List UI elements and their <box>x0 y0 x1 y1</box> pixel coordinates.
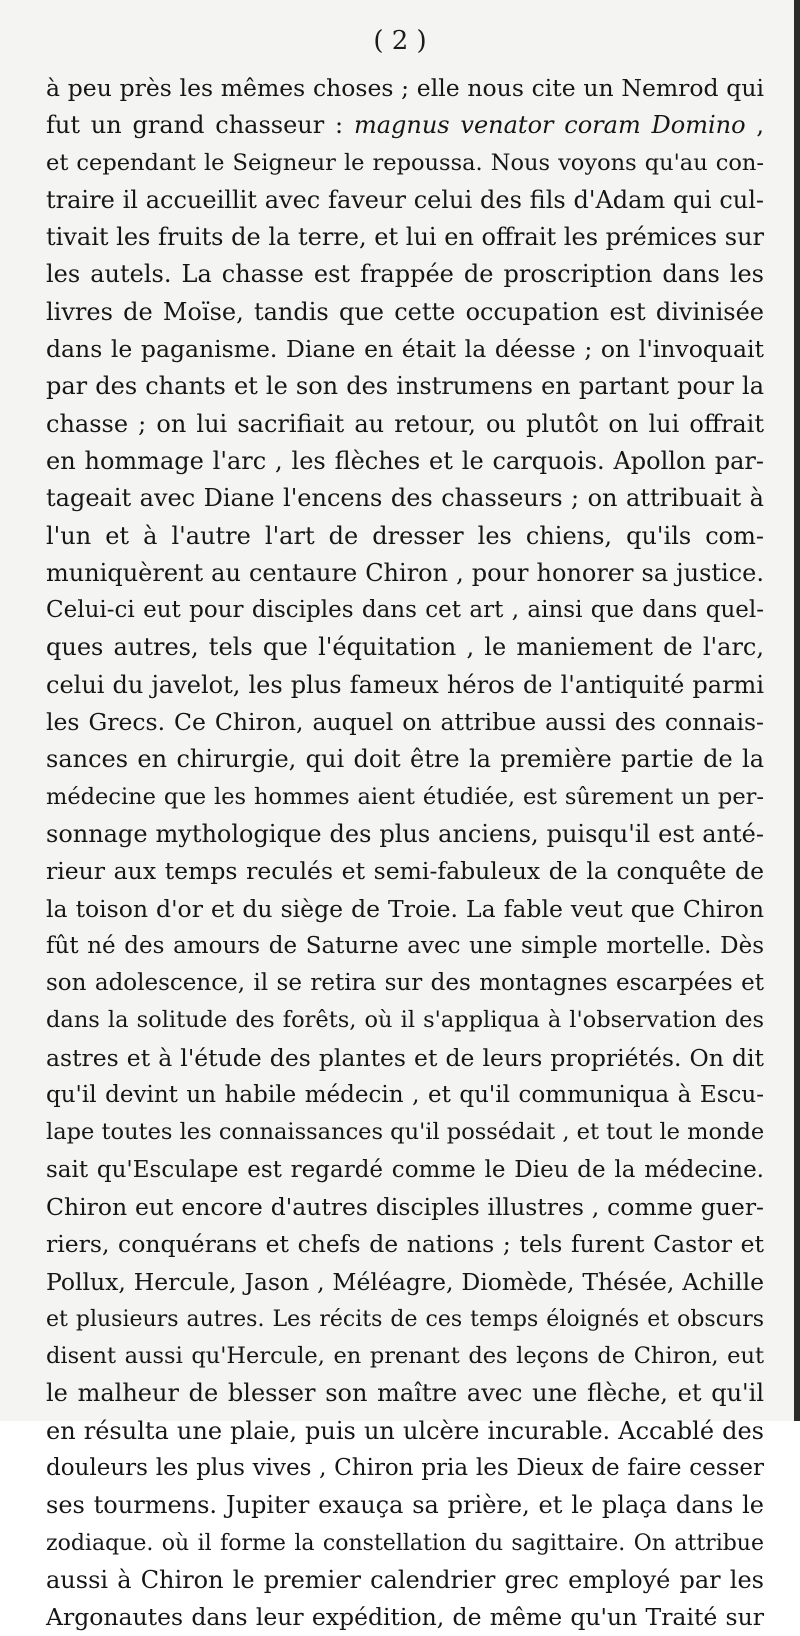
text-line <box>46 182 764 219</box>
text-line <box>46 1301 764 1338</box>
text-segment: qu'il devint un habile médecin , et qu'il communiqua à Escu- <box>46 1082 764 1109</box>
text-segment: , <box>745 111 764 140</box>
text-line <box>46 1189 764 1226</box>
text-segment: dans la solitude des forêts, où il s'appliqua à l'observation des <box>46 1007 764 1034</box>
text-segment: Chiron eut encore d'autres disciples illustres , comme guer- <box>46 1192 764 1221</box>
text-line <box>46 219 764 256</box>
text-segment: riers, conquérans et chefs de nations ; tels furent Castor et <box>46 1230 764 1259</box>
text-segment: sonnage mythologique des plus anciens, puisqu'il est anté- <box>46 819 764 848</box>
text-segment: la toison d'or et du siège de Troie. La fable veut que Chiron <box>46 894 764 923</box>
page-edge-shadow <box>794 0 800 1421</box>
text-line <box>46 592 764 629</box>
text-segment: son adolescence, il se retira sur des montagnes escarpées et <box>46 970 764 997</box>
text-segment: par des chants et le son des instrumens en partant pour la <box>46 372 764 401</box>
text-line <box>46 555 764 592</box>
text-segment: en résulta une plaie, puis un ulcère incurable. Accablé des <box>46 1416 764 1445</box>
text-segment: aussi à Chiron le premier calendrier grec employé par les <box>46 1565 764 1594</box>
text-segment: traire il accueillit avec faveur celui des fils d'Adam qui cul- <box>46 185 764 214</box>
text-line <box>46 928 764 965</box>
text-line <box>46 1413 764 1450</box>
text-segment: disent aussi qu'Hercule, en prenant des leçons de Chiron, eut <box>46 1343 764 1370</box>
text-line <box>46 331 764 368</box>
text-segment: sances en chirurgie, qui doit être la première partie de la <box>46 745 764 774</box>
text-line <box>46 1450 764 1487</box>
text-line <box>46 480 764 517</box>
text-line <box>46 1375 764 1412</box>
text-line <box>46 368 764 405</box>
italic-text: magnus venator coram Domino <box>353 111 746 140</box>
text-segment: et cependant le Seigneur le repoussa. Nous voyons qu'au con- <box>46 149 764 176</box>
text-segment: rieur aux temps reculés et semi-fabuleux de la conquête de <box>46 857 764 886</box>
text-line <box>46 1114 764 1151</box>
text-segment: douleurs les plus vives , Chiron pria les Dieux de faire cesser <box>46 1454 764 1481</box>
text-segment: les autels. La chasse est frappée de proscription dans les <box>46 260 764 289</box>
text-segment: fût né des amours de Saturne avec une simple mortelle. Dès <box>46 932 764 959</box>
text-line <box>46 741 764 778</box>
text-segment: les Grecs. Ce Chiron, auquel on attribue aussi des connais- <box>46 708 764 737</box>
text-line <box>46 1226 764 1263</box>
text-line <box>46 145 764 182</box>
text-line <box>46 107 764 144</box>
text-segment: zodiaque. où il forme la constellation du sagittaire. On attribue <box>46 1530 764 1556</box>
page-number: ( 2 ) <box>373 26 427 56</box>
text-line <box>46 1338 764 1375</box>
text-segment: l'un et à l'autre l'art de dresser les chiens, qu'ils com- <box>46 521 764 550</box>
text-segment: sait qu'Esculape est regardé comme le Dieu de la médecine. <box>46 1156 764 1183</box>
text-line <box>46 1152 764 1189</box>
text-segment: celui du javelot, les plus fameux héros de l'antiquité parmi <box>46 670 764 699</box>
text-segment: le malheur de blesser son maître avec une flèche, et qu'il <box>46 1379 764 1408</box>
text-segment: astres et à l'étude des plantes et de leurs propriétés. On dit <box>46 1043 764 1072</box>
text-line <box>46 1562 764 1599</box>
text-line <box>46 853 764 890</box>
text-line <box>46 70 764 107</box>
text-line <box>46 1002 764 1039</box>
text-segment: à peu près les mêmes choses ; elle nous cite un Nemrod qui <box>46 74 764 102</box>
text-line <box>46 667 764 704</box>
text-line <box>46 704 764 741</box>
text-segment: livres de Moïse, tandis que cette occupation est divinisée <box>46 297 764 326</box>
text-line <box>46 1040 764 1077</box>
text-segment: muniquèrent au centaure Chiron , pour honorer sa justice. <box>46 558 764 587</box>
text-line <box>46 816 764 853</box>
text-segment: Celui-ci eut pour disciples dans cet art , ainsi que dans quel- <box>46 597 764 624</box>
text-line <box>46 965 764 1002</box>
text-line <box>46 1264 764 1301</box>
text-segment: Argonautes dans leur expédition, de même qu'un Traité sur <box>46 1603 764 1632</box>
text-segment: médecine que les hommes aient étudiée, est sûrement un per- <box>46 783 764 810</box>
text-line <box>46 294 764 331</box>
text-line <box>46 518 764 555</box>
text-line <box>46 891 764 928</box>
text-line <box>46 406 764 443</box>
text-segment: tivait les fruits de la terre, et lui en offrait les prémices sur <box>46 223 764 252</box>
text-segment: et plusieurs autres. Les récits de ces temps éloignés et obscurs <box>46 1306 764 1332</box>
body-text <box>46 70 764 1636</box>
text-line <box>46 1599 764 1636</box>
text-segment: ques autres, tels que l'équitation , le maniement de l'arc, <box>46 633 764 662</box>
text-line <box>46 629 764 666</box>
text-line <box>46 256 764 293</box>
text-segment: ses tourmens. Jupiter exauça sa prière, et le plaça dans le <box>46 1491 764 1520</box>
text-segment: dans le paganisme. Diane en était la déesse ; on l'invoquait <box>46 335 764 364</box>
text-line <box>46 443 764 480</box>
text-segment: chasse ; on lui sacrifiait au retour, ou plutôt on lui offrait <box>46 409 764 438</box>
text-line <box>46 1077 764 1114</box>
text-segment: en hommage l'arc , les flèches et le carquois. Apollon par- <box>46 446 764 475</box>
text-segment: lape toutes les connaissances qu'il possédait , et tout le monde <box>46 1119 765 1146</box>
text-segment: tageait avec Diane l'encens des chasseurs ; on attribuait à <box>46 484 764 513</box>
text-line <box>46 779 764 816</box>
text-segment: Pollux, Hercule, Jason , Méléagre, Diomède, Thésée, Achille <box>46 1267 764 1296</box>
text-segment: fut un grand chasseur : <box>46 111 354 140</box>
text-line <box>46 1525 764 1562</box>
text-line <box>46 1487 764 1524</box>
